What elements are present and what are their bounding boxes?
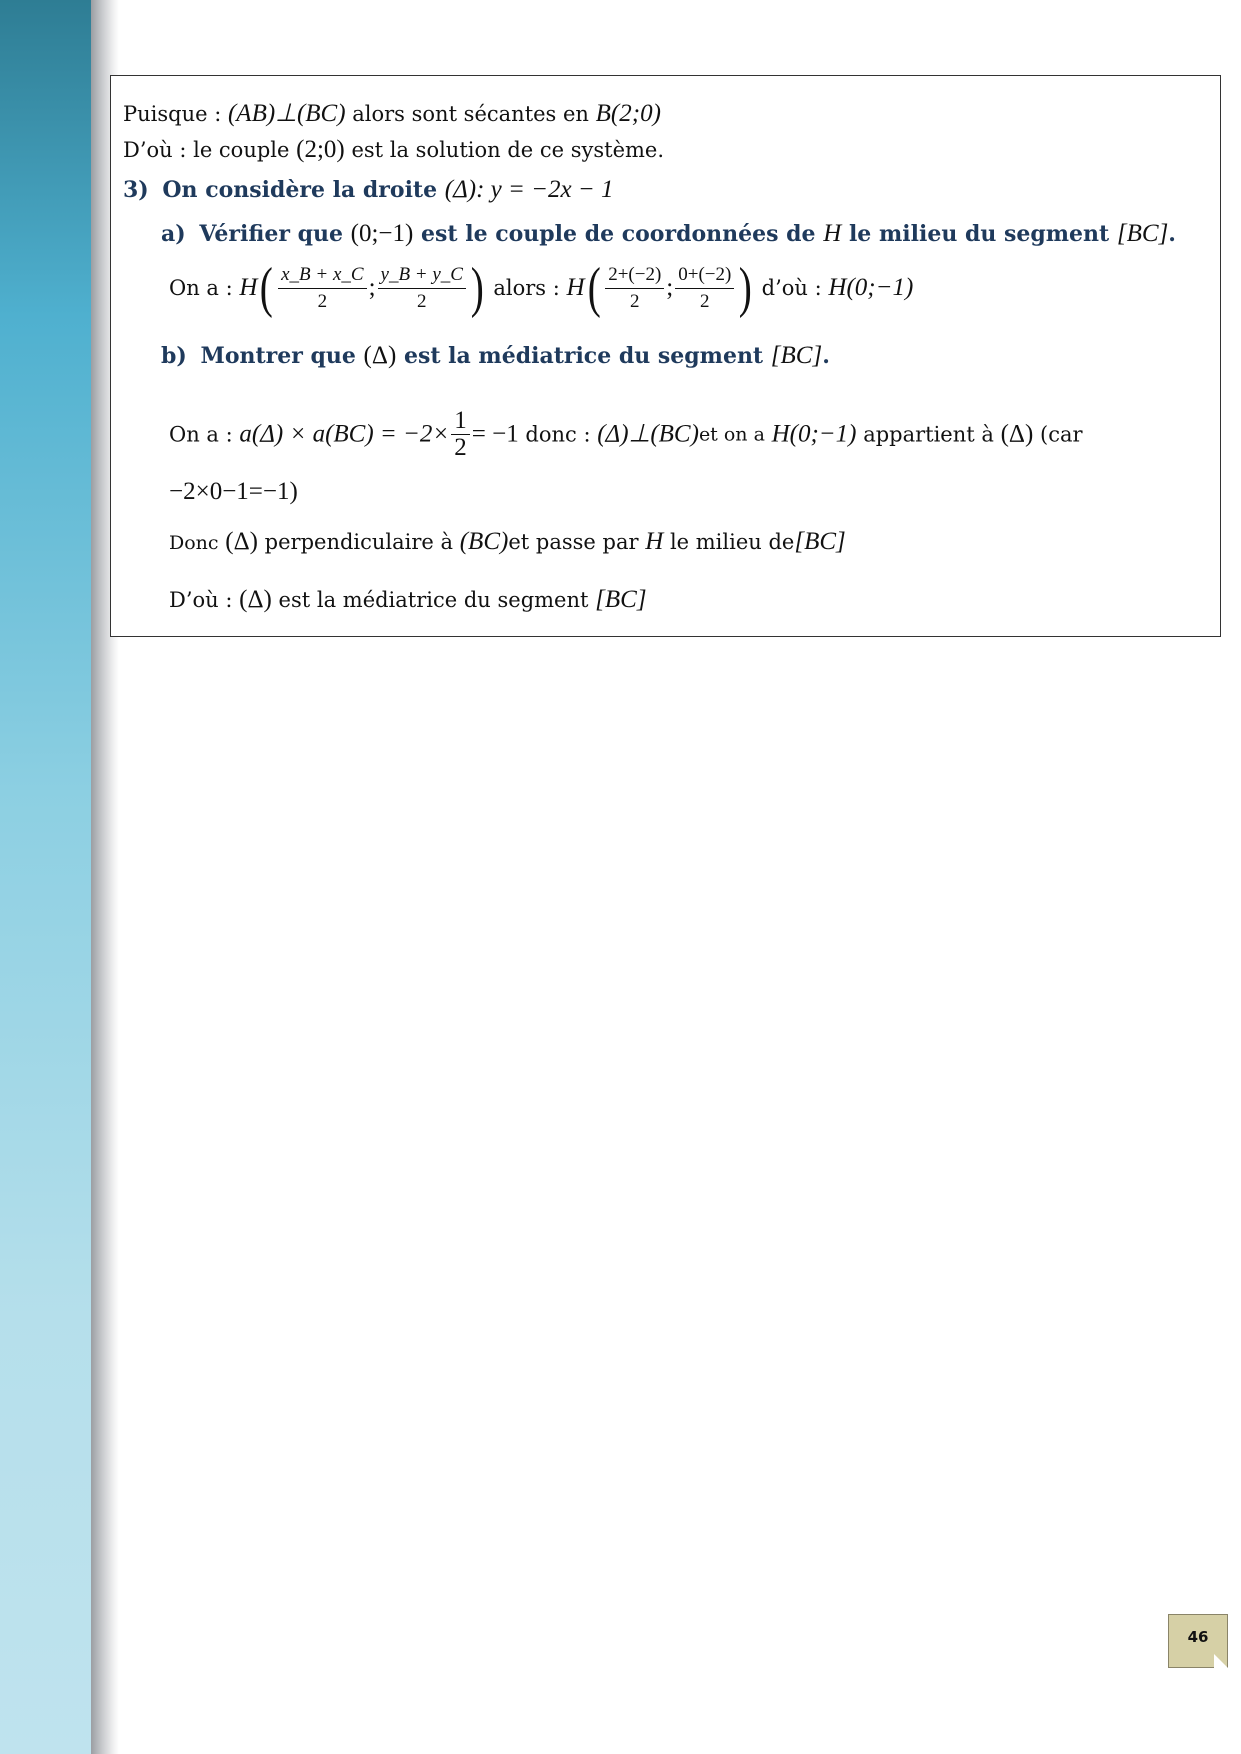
numerator: 2+(−2) xyxy=(605,262,664,289)
text: Donc xyxy=(169,532,219,554)
fraction-x-values xyxy=(605,262,664,315)
text: le milieu de xyxy=(669,530,795,554)
math-segment-bc: [BC] xyxy=(794,528,846,555)
text: D’où : xyxy=(169,588,233,612)
text: . xyxy=(822,343,830,369)
math-line-delta: (Δ): y = −2x − 1 xyxy=(444,176,614,203)
fraction-y xyxy=(378,262,466,315)
math-point-b: B(2;0) xyxy=(595,100,661,127)
line-car-verification xyxy=(169,478,298,506)
text: et on a xyxy=(698,423,765,446)
math-h: H xyxy=(566,274,585,301)
math-result-h: H(0;−1) xyxy=(828,274,914,301)
text: donc : xyxy=(525,422,591,447)
question-3-heading xyxy=(123,176,613,204)
question-number: 3) xyxy=(123,177,149,203)
math-h-point: H(0;−1) xyxy=(771,420,857,448)
text: Puisque : xyxy=(123,102,222,126)
line-puisque xyxy=(123,100,661,128)
line-dou-couple xyxy=(123,136,664,164)
line-on-a-slopes xyxy=(169,408,1083,461)
page-number-badge xyxy=(1168,1614,1228,1668)
text: appartient à xyxy=(863,422,994,447)
text: Vérifier que xyxy=(199,221,343,247)
sub-question-label: a) xyxy=(161,221,186,247)
math-bc: (BC) xyxy=(459,528,509,555)
denominator: 2 xyxy=(317,290,328,312)
math-delta: (Δ) xyxy=(1000,420,1034,448)
text: On considère la droite xyxy=(162,177,438,203)
math-segment-bc: [BC] xyxy=(595,586,647,613)
denominator: 2 xyxy=(629,290,640,312)
text: et passe par xyxy=(508,530,639,554)
math-delta: (Δ) xyxy=(225,528,258,555)
semicolon: ; xyxy=(368,274,376,301)
text: Montrer que xyxy=(200,343,356,369)
math-segment-bc: [BC] xyxy=(1116,220,1169,247)
math-equals-minus-one: = −1 xyxy=(471,420,519,448)
text: D’où : le couple xyxy=(123,138,290,162)
math-h: H xyxy=(823,220,842,247)
question-3a-heading xyxy=(161,220,1176,248)
text: On a : xyxy=(169,422,233,447)
fraction-y-values xyxy=(675,262,734,315)
math-delta: (Δ) xyxy=(239,586,272,613)
math-delta-perp-bc: (Δ)⊥(BC) xyxy=(597,420,699,448)
solution-box xyxy=(110,75,1221,637)
math-segment-bc: [BC] xyxy=(770,342,823,369)
line-on-a-midpoint xyxy=(169,257,914,319)
denominator: 2 xyxy=(700,290,710,312)
math-delta: (Δ) xyxy=(363,342,397,369)
semicolon: ; xyxy=(666,274,674,301)
math-coords: (0;−1) xyxy=(350,220,414,247)
text: est la solution de ce système. xyxy=(351,138,665,162)
math-h: H xyxy=(239,274,258,301)
numerator: x_B + x_C xyxy=(278,262,366,289)
numerator: y_B + y_C xyxy=(378,262,466,289)
numerator: 0+(−2) xyxy=(675,262,734,289)
numerator: 1 xyxy=(451,408,470,435)
denominator: 2 xyxy=(417,290,427,312)
text: est le couple de coordonnées de xyxy=(421,221,816,247)
text: est la médiatrice du segment xyxy=(403,343,764,369)
fraction-x xyxy=(278,262,366,315)
left-paren: ( xyxy=(260,257,274,319)
line-dou-mediatrice xyxy=(169,586,647,614)
text: perpendiculaire à xyxy=(264,530,454,554)
math-ab-perp-bc: (AB)⊥(BC) xyxy=(227,100,346,127)
text: alors : xyxy=(493,276,560,300)
math-slope-product: a(Δ) × a(BC) = −2× xyxy=(239,420,450,448)
denominator: 2 xyxy=(454,434,467,461)
text: On a : xyxy=(169,276,233,300)
line-donc-perpendiculaire xyxy=(169,528,846,557)
text: est la médiatrice du segment xyxy=(278,588,589,612)
text: (car xyxy=(1040,422,1083,447)
text: alors sont sécantes en xyxy=(352,102,589,126)
sub-question-label: b) xyxy=(161,343,187,369)
left-paren: ( xyxy=(587,257,601,319)
right-paren: ) xyxy=(739,257,753,319)
left-decorative-band xyxy=(0,0,91,1754)
math-h: H xyxy=(645,528,664,555)
right-paren: ) xyxy=(470,257,484,319)
math-couple: (2;0) xyxy=(296,136,345,163)
text: le milieu du segment xyxy=(848,221,1110,247)
question-3b-heading xyxy=(161,342,830,370)
math-verification: −2×0−1=−1) xyxy=(169,478,298,505)
fraction-half xyxy=(451,408,470,461)
text: . xyxy=(1168,221,1176,247)
text: d’où : xyxy=(761,276,822,300)
page-number: 46 xyxy=(1187,1628,1209,1646)
